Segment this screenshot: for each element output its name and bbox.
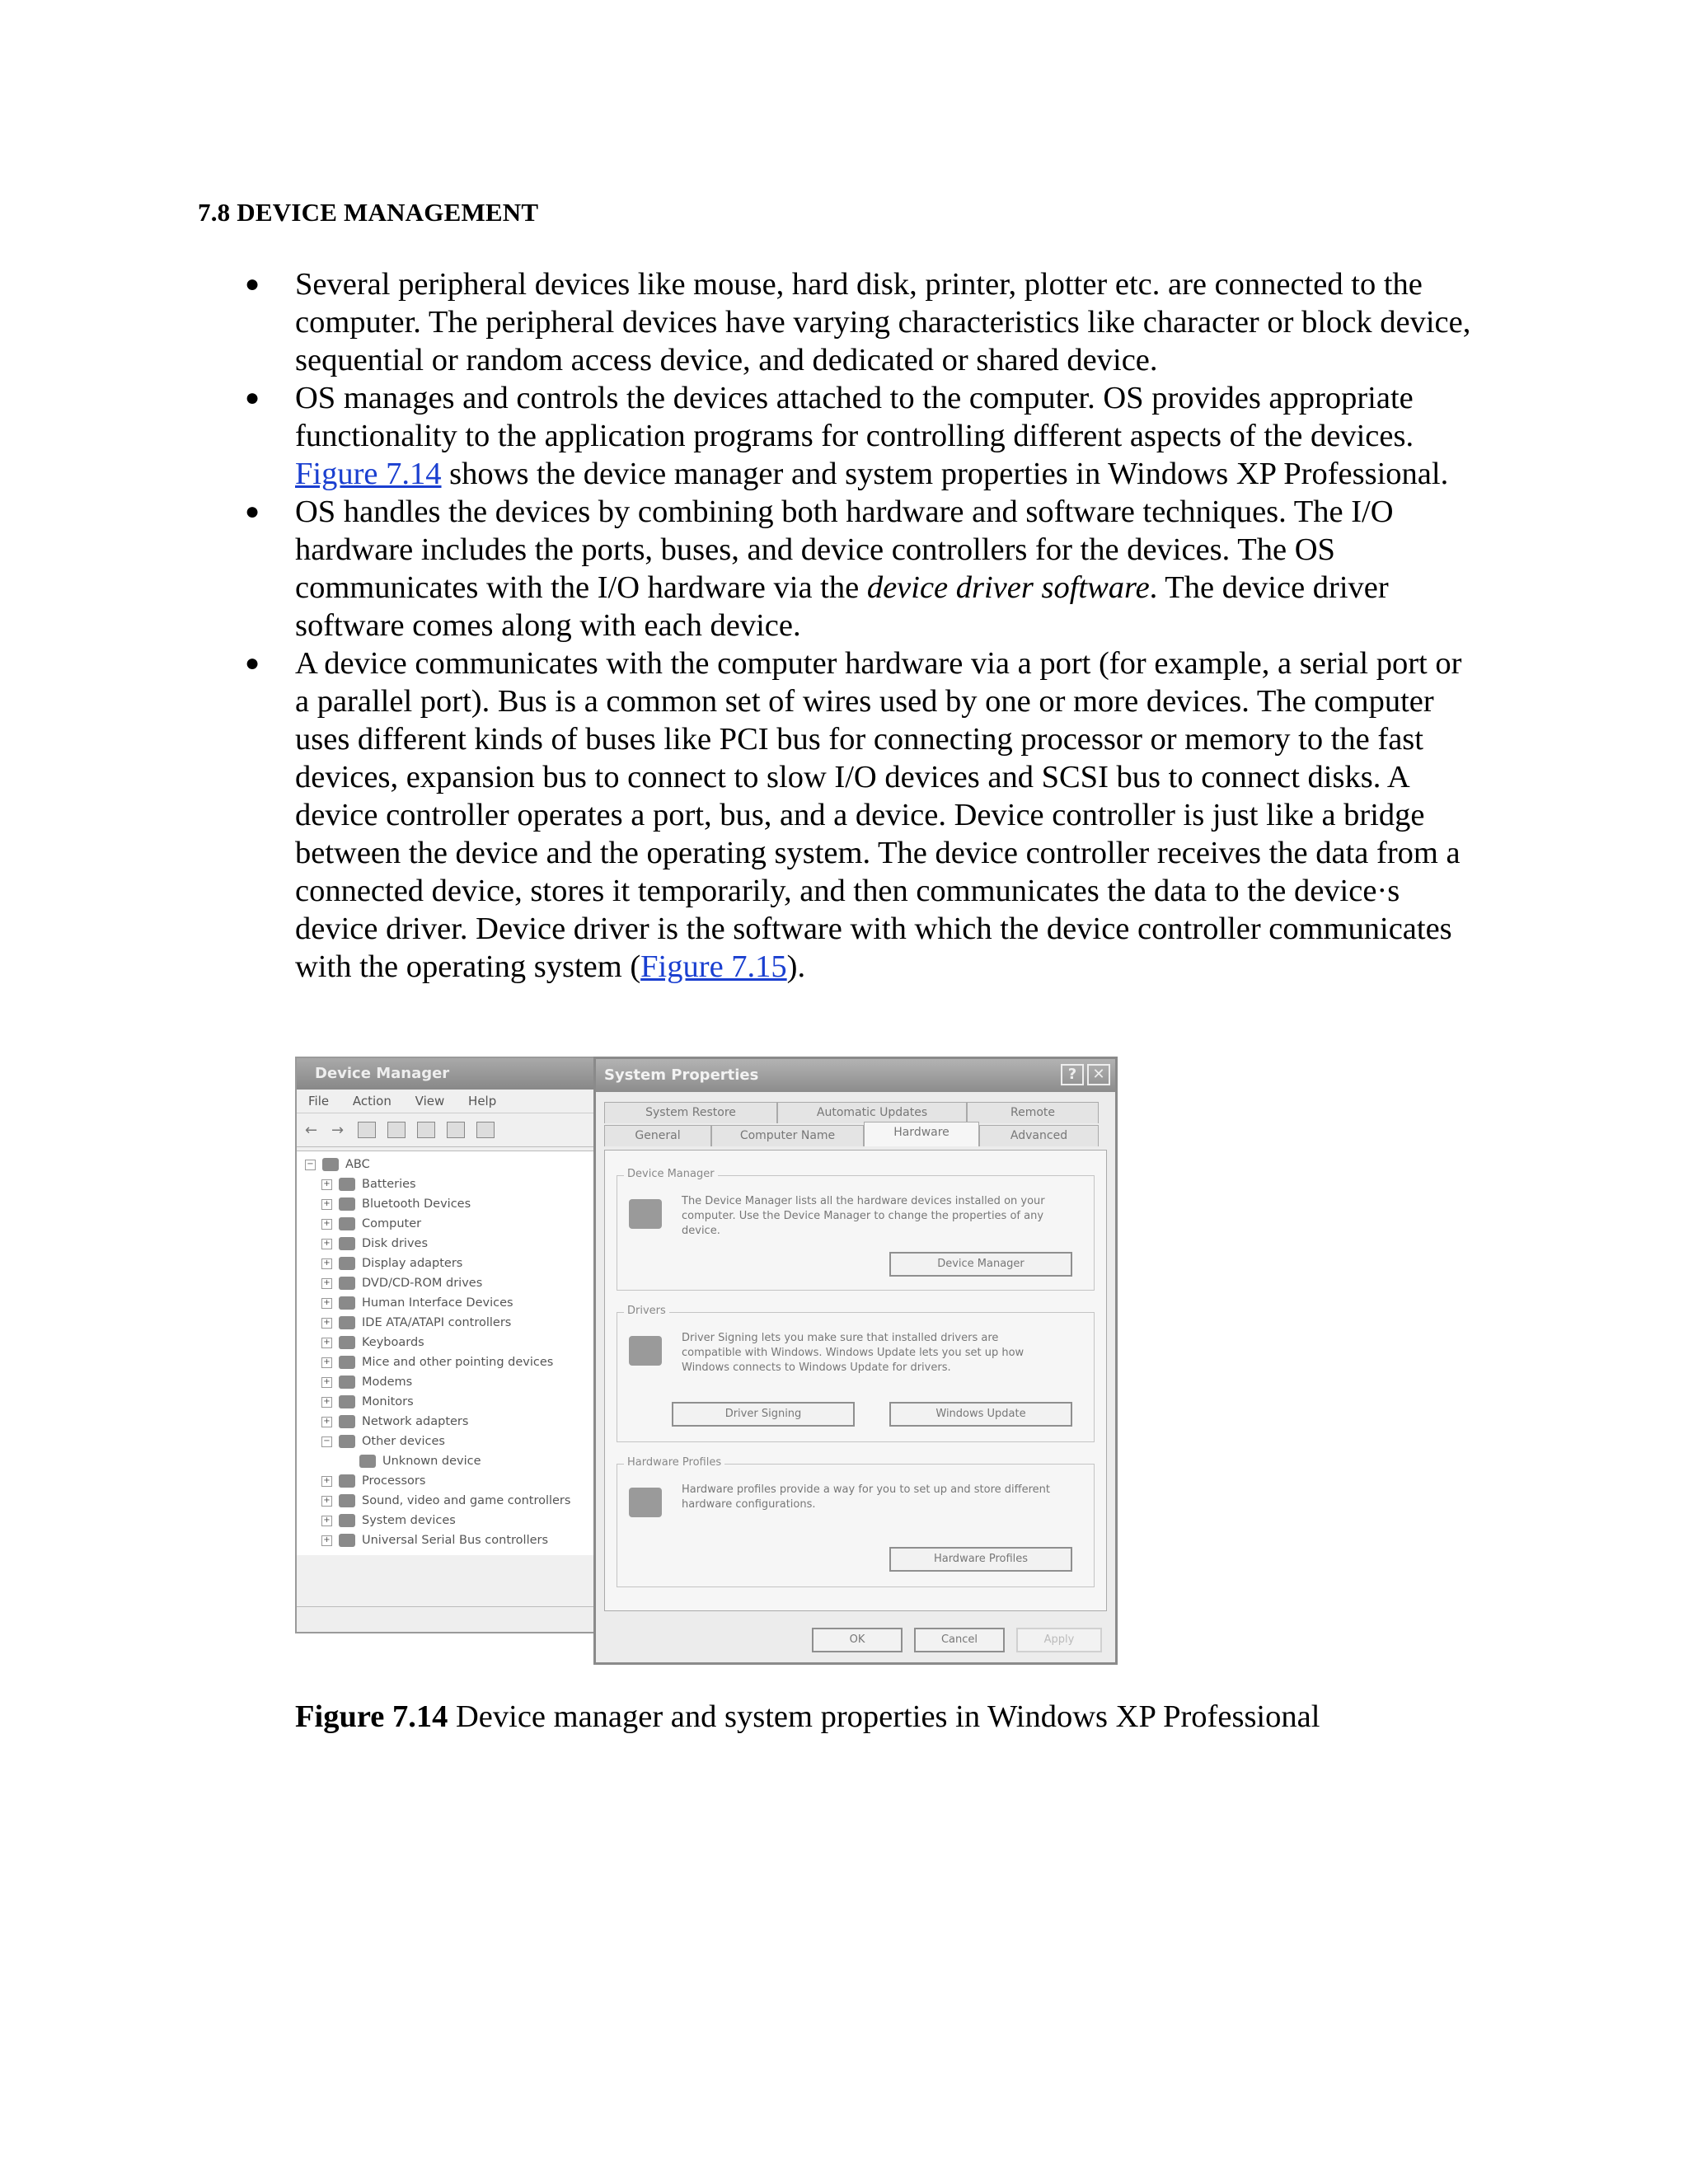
computer-icon (322, 1158, 339, 1171)
ok-button[interactable]: OK (812, 1628, 903, 1652)
device-manager-menubar (297, 1090, 600, 1113)
bullet-text: OS manages and controls the devices attached to the computer. OS provides appropriate functionality to the application programs for controlling different aspects of the devices. (295, 381, 1414, 453)
tree-item[interactable]: + Computer (321, 1214, 421, 1234)
mouse-icon (339, 1356, 355, 1369)
italic-term: device driver software (866, 570, 1150, 605)
bullet-dot-icon: ● (245, 498, 260, 525)
collapse-icon[interactable]: − (321, 1436, 332, 1447)
back-arrow-icon[interactable]: ← (305, 1122, 318, 1139)
bullet-text: OS handles the devices by combining both hardware and software techniques. The I/O hardware includes the ports, buses, and device controllers for the devices. The OS communicates with the I/O hardware via the (295, 494, 1394, 605)
bluetooth-icon (339, 1197, 355, 1211)
group-description: Driver Signing lets you make sure that installed drivers are compatible with Windows. Windows Update lets you set up how Windows connects to Windows Update for drivers. (682, 1332, 1025, 1374)
expand-icon[interactable]: + (321, 1258, 332, 1269)
tree-item[interactable]: + Disk drives (321, 1234, 428, 1254)
figure-7-15-link[interactable]: Figure 7.15 (640, 949, 787, 984)
device-manager-toolbar (297, 1113, 600, 1147)
device-manager-title: Device Manager (297, 1058, 600, 1090)
tree-item[interactable]: + Display adapters (321, 1254, 462, 1273)
tree-item[interactable]: Unknown device (359, 1451, 481, 1471)
tree-item[interactable]: − Other devices (321, 1432, 445, 1451)
menu-action[interactable]: Action (352, 1094, 392, 1108)
bullet-list (198, 265, 1484, 986)
close-button[interactable]: ✕ (1087, 1064, 1110, 1085)
bullet-dot-icon: ● (245, 649, 260, 677)
hardware-profiles-group (617, 1456, 1095, 1587)
menu-view[interactable]: View (415, 1094, 445, 1108)
expand-icon[interactable]: + (321, 1338, 332, 1348)
scan-hardware-icon[interactable] (447, 1122, 465, 1138)
disk-drive-icon (339, 1237, 355, 1250)
menu-file[interactable]: File (308, 1094, 330, 1108)
expand-icon[interactable]: + (321, 1496, 332, 1507)
sound-icon (339, 1494, 355, 1507)
tab-automatic-updates[interactable]: Automatic Updates (777, 1102, 967, 1123)
bullet-text: A device communicates with the computer hardware via a port (for example, a serial port or a parallel port). Bus is a common set of wires used by one or more devices. The computer uses different kinds of buses like PCI bus for connecting processor or memory to the fast devices, expansion bus to connect to slow I/O devices and SCSI bus to connect disks. A device controller operates a port, bus, and a device. Device controller is just like a bridge between the device and the operating system. The device controller receives the data from a connected device, stores it temporarily, and then communicates the data to the device·s device driver. Device driver is the software with which the device controller communicates with the operating system ( (295, 646, 1462, 984)
group-legend: Drivers (624, 1305, 669, 1317)
hardware-tab-panel (604, 1150, 1107, 1611)
display-icon (339, 1257, 355, 1270)
group-description: Hardware profiles provide a way for you to set up and store different hardware configurations. (682, 1483, 1050, 1511)
bullet-text: shows the device manager and system properties in Windows XP Professional. (441, 457, 1449, 491)
bullet-item (198, 379, 1484, 493)
bullet-text: . The device driver software comes along with each device. (295, 570, 1389, 643)
hid-icon (339, 1296, 355, 1310)
tree-item[interactable]: + DVD/CD-ROM drives (321, 1273, 482, 1293)
caption-text: Device manager and system properties in Windows XP Professional (448, 1699, 1320, 1734)
bullet-item (198, 265, 1484, 379)
usb-icon (339, 1534, 355, 1547)
bullet-text: Several peripheral devices like mouse, hard disk, printer, plotter etc. are connected to the computer. The peripheral devices have varying characteristics like character or block device, sequential or random access device, and dedicated or shared device. (295, 267, 1471, 377)
drivers-icon (629, 1336, 662, 1366)
expand-icon[interactable]: + (321, 1219, 332, 1230)
expand-icon[interactable]: + (321, 1298, 332, 1309)
device-tree (297, 1151, 600, 1555)
bullet-dot-icon: ● (245, 270, 260, 298)
tab-system-restore[interactable]: System Restore (604, 1102, 777, 1123)
tree-item[interactable]: + Monitors (321, 1392, 414, 1412)
tab-computer-name[interactable]: Computer Name (711, 1125, 864, 1146)
expand-icon[interactable]: + (321, 1357, 332, 1368)
tree-item[interactable]: + Sound, video and game controllers (321, 1491, 570, 1511)
other-devices-icon (339, 1435, 355, 1448)
computer-icon (339, 1217, 355, 1230)
system-properties-title: System Properties ? ✕ (596, 1059, 1115, 1092)
expand-icon[interactable]: + (321, 1239, 332, 1249)
bullet-dot-icon: ● (245, 384, 260, 411)
drivers-group (617, 1305, 1095, 1442)
tree-item[interactable]: + Mice and other pointing devices (321, 1352, 553, 1372)
processor-icon (339, 1474, 355, 1488)
ide-controller-icon (339, 1316, 355, 1329)
print-icon[interactable] (387, 1122, 406, 1138)
hardware-profiles-icon (629, 1488, 662, 1517)
expand-icon[interactable]: + (321, 1535, 332, 1546)
device-manager-window (295, 1057, 602, 1633)
expand-icon[interactable]: + (321, 1179, 332, 1190)
expand-icon[interactable]: + (321, 1278, 332, 1289)
tab-hardware[interactable]: Hardware (864, 1122, 979, 1146)
network-adapter-icon (339, 1415, 355, 1428)
tab-row-bottom (604, 1125, 1099, 1146)
tree-item[interactable]: + Bluetooth Devices (321, 1194, 471, 1214)
menu-help[interactable]: Help (468, 1094, 497, 1108)
status-bar (297, 1606, 600, 1632)
tree-item[interactable]: + Keyboards (321, 1333, 424, 1352)
tab-row-top (604, 1102, 1099, 1123)
group-legend: Hardware Profiles (624, 1456, 724, 1469)
monitor-icon (339, 1395, 355, 1408)
tree-item[interactable]: + Batteries (321, 1174, 416, 1194)
expand-icon[interactable]: + (321, 1476, 332, 1487)
apply-button[interactable]: Apply (1016, 1628, 1102, 1652)
tree-item[interactable]: + Human Interface Devices (321, 1293, 513, 1313)
keyboard-icon (339, 1336, 355, 1349)
figure-screenshot (295, 1057, 1119, 1666)
bullet-item (198, 493, 1484, 644)
help-icon[interactable] (417, 1122, 435, 1138)
system-properties-window (593, 1057, 1118, 1665)
tree-item[interactable]: + IDE ATA/ATAPI controllers (321, 1313, 511, 1333)
tree-item[interactable]: + System devices (321, 1511, 456, 1530)
tab-remote[interactable]: Remote (967, 1102, 1099, 1123)
dvd-drive-icon (339, 1277, 355, 1290)
forward-arrow-icon[interactable]: → (331, 1122, 345, 1139)
tree-item[interactable]: + Universal Serial Bus controllers (321, 1530, 548, 1550)
tab-general[interactable]: General (604, 1125, 711, 1146)
figure-caption (295, 1698, 1320, 1736)
caption-label: Figure 7.14 (295, 1699, 448, 1734)
bullet-item (198, 644, 1484, 986)
expand-icon[interactable]: + (321, 1377, 332, 1388)
hardware-profiles-button[interactable]: Hardware Profiles (889, 1547, 1072, 1572)
device-manager-button[interactable]: Device Manager (889, 1252, 1072, 1277)
figure-7-14-link[interactable]: Figure 7.14 (295, 457, 442, 491)
system-device-icon (339, 1514, 355, 1527)
modem-icon (339, 1376, 355, 1389)
tree-item[interactable]: + Processors (321, 1471, 425, 1491)
driver-signing-button[interactable]: Driver Signing (672, 1402, 855, 1427)
windows-update-button[interactable]: Windows Update (889, 1402, 1072, 1427)
device-manager-icon (629, 1199, 662, 1229)
expand-icon[interactable]: + (321, 1199, 332, 1210)
tree-item[interactable]: + Modems (321, 1372, 412, 1392)
group-description: The Device Manager lists all the hardware devices installed on your computer. Use the Device Manager to change the properties of any device. (682, 1195, 1045, 1237)
section-heading: 7.8 DEVICE MANAGEMENT (198, 198, 539, 227)
expand-icon[interactable]: + (321, 1318, 332, 1329)
group-legend: Device Manager (624, 1168, 718, 1180)
expand-icon[interactable]: + (321, 1417, 332, 1427)
unknown-device-icon (359, 1455, 376, 1468)
expand-icon[interactable]: + (321, 1397, 332, 1408)
battery-icon (339, 1178, 355, 1191)
device-manager-group (617, 1168, 1095, 1291)
expand-icon[interactable]: + (321, 1516, 332, 1526)
tab-advanced[interactable]: Advanced (979, 1125, 1099, 1146)
tree-item[interactable]: − ABC (305, 1155, 370, 1174)
view-icon[interactable] (476, 1122, 495, 1138)
bullet-text: ). (786, 949, 806, 984)
cancel-button[interactable]: Cancel (914, 1628, 1005, 1652)
tree-item[interactable]: + Network adapters (321, 1412, 468, 1432)
properties-icon[interactable] (358, 1122, 376, 1138)
collapse-icon[interactable]: − (305, 1160, 316, 1170)
help-button[interactable]: ? (1061, 1064, 1084, 1085)
